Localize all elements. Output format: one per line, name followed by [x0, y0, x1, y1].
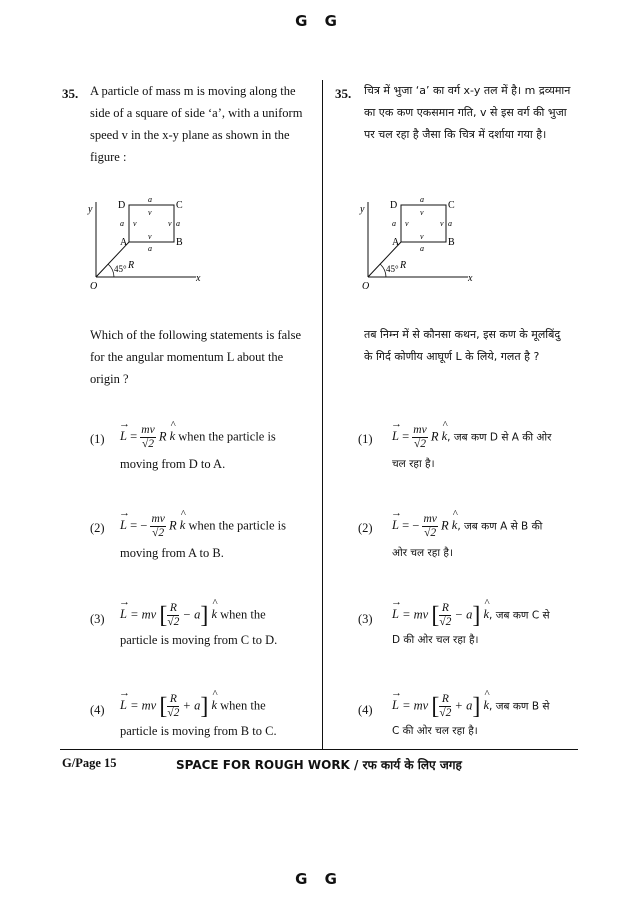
- svg-text:y: y: [360, 204, 365, 215]
- stem-line: का एक कण एकसमान गति, v से इस वर्ग की भुजा: [364, 106, 567, 119]
- y-axis-label: y: [88, 204, 93, 215]
- r-label: R: [128, 260, 135, 271]
- footer-rule: [60, 749, 578, 750]
- svg-text:a: a: [392, 219, 396, 228]
- vertex-a-label: A: [120, 237, 128, 248]
- svg-text:v: v: [405, 219, 409, 228]
- option-2-number-en: (2): [90, 521, 105, 535]
- svg-text:A: A: [392, 237, 400, 248]
- svg-text:C: C: [448, 200, 455, 211]
- svg-text:v: v: [148, 232, 152, 241]
- svg-text:x: x: [468, 273, 473, 284]
- x-axis-label: x: [196, 273, 201, 284]
- option-1-en[interactable]: → L = $\frac{mv}{√2}$ R ^ k when the particle is moving from D to A.: [120, 424, 315, 472]
- option-3-hi[interactable]: → L = mv [ $\frac{R}{√2}$ − a] ^ k, जब कण C से D की ओर चल रहा है।: [392, 602, 592, 647]
- option-2-en[interactable]: → L = − $\frac{mv}{√2}$ R ^ k when the particle is moving from A to B.: [120, 513, 315, 561]
- question-ask-en: [90, 324, 312, 390]
- ask-line: for the angular momentum L about the: [90, 350, 284, 364]
- option-2-hi[interactable]: → L = − $\frac{mv}{√2}$ R ^ k, जब कण A से B की ओर चल रहा है।: [392, 513, 592, 560]
- ask-line: origin ?: [90, 372, 129, 386]
- option-2-number-hi: (2): [358, 521, 373, 535]
- option-1-hi[interactable]: → L = $\frac{mv}{√2}$ R ^ k, जब कण D से A की ओर चल रहा है।: [392, 424, 592, 471]
- svg-text:45°: 45°: [386, 264, 399, 274]
- ask-line: के गिर्द कोणीय आघूर्ण L के लिये, गलत है ?: [364, 350, 540, 363]
- option-3-number-hi: (3): [358, 612, 373, 626]
- square-path-figure-en: [78, 192, 218, 292]
- svg-text:D: D: [390, 200, 398, 211]
- svg-text:a: a: [448, 219, 452, 228]
- svg-text:a: a: [148, 195, 152, 204]
- svg-text:v: v: [420, 232, 424, 241]
- question-stem-en: [90, 80, 312, 168]
- option-4-hi[interactable]: → L = mv [ $\frac{R}{√2}$ + a] ^ k, जब कण B से C की ओर चल रहा है।: [392, 693, 592, 738]
- svg-text:O: O: [362, 281, 370, 292]
- stem-line: चित्र में भुजा ‘a’ का वर्ग x-y तल में है। m द्रव्यमान: [364, 84, 571, 97]
- stem-line: A particle of mass m is moving along the: [90, 84, 296, 98]
- vertex-c-label: C: [176, 200, 183, 211]
- vertex-d-label: D: [118, 200, 126, 211]
- option-4-number-en: (4): [90, 703, 105, 717]
- option-3-en[interactable]: → L = mv [ $\frac{R}{√2}$ − a] ^ k when the particle is moving from C to D.: [120, 602, 315, 648]
- svg-text:a: a: [176, 219, 180, 228]
- svg-text:a: a: [420, 195, 424, 204]
- column-divider: [322, 80, 323, 750]
- option-4-number-hi: (4): [358, 703, 373, 717]
- vertex-b-label: B: [176, 237, 183, 248]
- option-3-number-en: (3): [90, 612, 105, 626]
- svg-text:v: v: [440, 219, 444, 228]
- question-stem-hi: [364, 80, 584, 146]
- stem-line: पर चल रहा है जैसा कि चित्र में दर्शाया गया है।: [364, 128, 547, 141]
- svg-text:v: v: [148, 208, 152, 217]
- question-ask-hi: [364, 324, 584, 368]
- svg-text:a: a: [420, 244, 424, 253]
- svg-text:v: v: [133, 219, 137, 228]
- svg-text:v: v: [168, 219, 172, 228]
- stem-line: figure :: [90, 150, 127, 164]
- angle-label: 45°: [114, 264, 127, 274]
- footer-marks: G G: [295, 870, 343, 888]
- option-1-number-hi: (1): [358, 432, 373, 446]
- square-path-figure-hi: [350, 192, 490, 292]
- option-1-number-en: (1): [90, 432, 105, 446]
- svg-text:a: a: [148, 244, 152, 253]
- ask-line: Which of the following statements is false: [90, 328, 302, 342]
- svg-text:B: B: [448, 237, 455, 248]
- svg-text:a: a: [120, 219, 124, 228]
- origin-label: O: [90, 281, 98, 292]
- question-number-hi: 35.: [335, 86, 352, 101]
- stem-line: side of a square of side ‘a’, with a uniform: [90, 106, 303, 120]
- question-number-en: 35.: [62, 86, 79, 101]
- option-4-en[interactable]: → L = mv [ $\frac{R}{√2}$ + a] ^ k when the particle is moving from B to C.: [120, 693, 315, 739]
- page-number: G/Page 15: [62, 756, 117, 770]
- ask-line: तब निम्न में से कौनसा कथन, इस कण के मूलबिंदु: [364, 328, 561, 341]
- stem-line: speed v in the x-y plane as shown in the: [90, 128, 290, 142]
- svg-text:v: v: [420, 208, 424, 217]
- header-marks: G G: [295, 12, 343, 30]
- rough-work-label: SPACE FOR ROUGH WORK / रफ कार्य के लिए जगह: [176, 758, 462, 772]
- svg-text:R: R: [400, 260, 407, 271]
